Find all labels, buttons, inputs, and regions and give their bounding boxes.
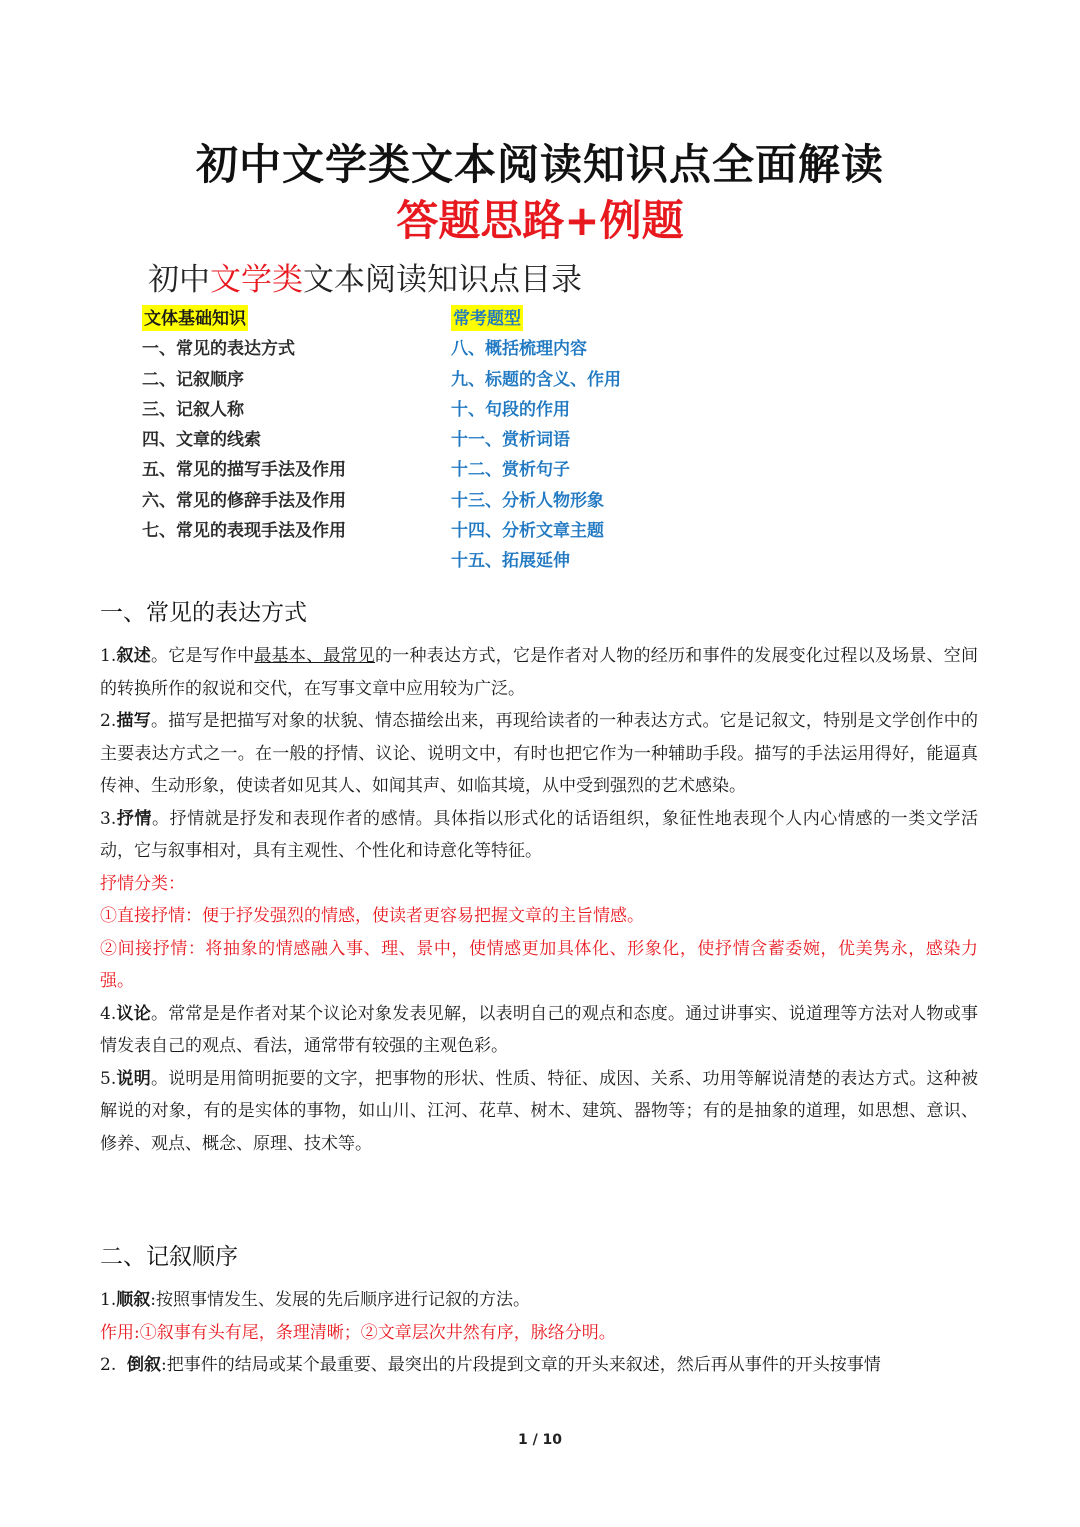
section-2-body <box>100 1284 978 1382</box>
toc-item: 四、文章的线索 <box>142 430 261 451</box>
paragraph: 1.叙述。它是写作中最基本、最常见的一种表达方式，它是作者对人物的经历和事件的发展变化过程以及场景、空间的转换所作的叙说和交代，在写事文章中应用较为广泛。 <box>100 646 979 699</box>
page-number: 1 / 10 <box>517 1432 563 1448</box>
toc-heading-pre: 初中 <box>148 262 210 298</box>
toc-item: 十一、赏析词语 <box>451 430 570 451</box>
section-heading: 一、常见的表达方式 <box>100 600 307 626</box>
toc-heading-accent: 文学类 <box>210 262 303 298</box>
effect-note: 作用:①叙事有头有尾，条理清晰；②文章层次井然有序，脉络分明。 <box>100 1322 616 1343</box>
toc-item: 二、记叙顺序 <box>142 369 244 390</box>
section-1-body <box>100 640 978 1160</box>
toc-item: 十五、拓展延伸 <box>451 551 570 572</box>
paragraph: 5.说明。说明是用简明扼要的文字，把事物的形状、性质、特征、成因、关系、功用等解说清楚的表达方式。这种被解说的对象，有的是实体的事物，如山川、江河、花草、树木、建筑、器物等；有的是抽象的道理，如思想、意识、修养、观点、概念、原理、技术等。 <box>100 1068 979 1154</box>
toc-heading <box>148 254 582 299</box>
toc-item: 十、句段的作用 <box>451 399 570 420</box>
toc-item: 三、记叙人称 <box>142 399 244 420</box>
toc-item: 十三、分析人物形象 <box>451 490 604 511</box>
paragraph: 2.描写。描写是把描写对象的状貌、情态描绘出来，再现给读者的一种表达方式。它是记叙文，特别是文学创作中的主要表达方式之一。在一般的抒情、议论、说明文中，有时也把它作为一种辅助手段。描写的手法运用得好，能逼真传神、生动形象，使读者如见其人、如闻其声、如临其境，从中受到强烈的艺术感染。 <box>100 711 979 796</box>
lyric-indirect: ②间接抒情：将抽象的情感融入事、理、景中，使情感更加具体化、形象化，使抒情含蓄委婉，优美隽永，感染力强。 <box>100 938 978 991</box>
toc-item: 七、常见的表现手法及作用 <box>142 521 346 542</box>
toc-item: 九、标题的含义、作用 <box>451 369 621 390</box>
toc-item: 五、常见的描写手法及作用 <box>142 460 346 481</box>
lyric-categories-label: 抒情分类： <box>100 873 185 894</box>
toc-right-label: 常考题型 <box>451 305 523 331</box>
toc-basic-knowledge-column <box>142 304 346 546</box>
toc-heading-post: 文本阅读知识点目录 <box>303 262 582 298</box>
paragraph: 1.顺叙:按照事情发生、发展的先后顺序进行记叙的方法。 <box>100 1290 530 1310</box>
toc-question-types-column <box>451 304 621 577</box>
paragraph: 3.抒情。抒情就是抒发和表现作者的感情。具体指以形式化的话语组织，象征性地表现个人内心情感的一类文学活动，它与叙事相对，具有主观性、个性化和诗意化等特征。 <box>100 808 979 861</box>
toc-item: 一、常见的表达方式 <box>142 339 295 360</box>
toc-item: 八、概括梳理内容 <box>451 339 587 360</box>
lyric-direct: ①直接抒情：便于抒发强烈的情感，使读者更容易把握文章的主旨情感。 <box>100 906 644 926</box>
toc-item: 六、常见的修辞手法及作用 <box>142 490 346 511</box>
document-title: 初中文学类文本阅读知识点全面解读 <box>195 140 884 189</box>
section-heading: 二、记叙顺序 <box>100 1244 238 1270</box>
toc-left-label: 文体基础知识 <box>142 305 248 331</box>
document-subtitle: 答题思路+例题 <box>396 196 684 245</box>
paragraph: 2. 倒叙:把事件的结局或某个最重要、最突出的片段提到文章的开头来叙述，然后再从事件的开头按事情 <box>100 1355 881 1375</box>
toc-item: 十四、分析文章主题 <box>451 521 604 542</box>
toc-item: 十二、赏析句子 <box>451 460 570 481</box>
paragraph: 4.议论。常常是是作者对某个议论对象发表见解，以表明自己的观点和态度。通过讲事实、说道理等方法对人物或事情发表自己的观点、看法，通常带有较强的主观色彩。 <box>100 1003 979 1056</box>
